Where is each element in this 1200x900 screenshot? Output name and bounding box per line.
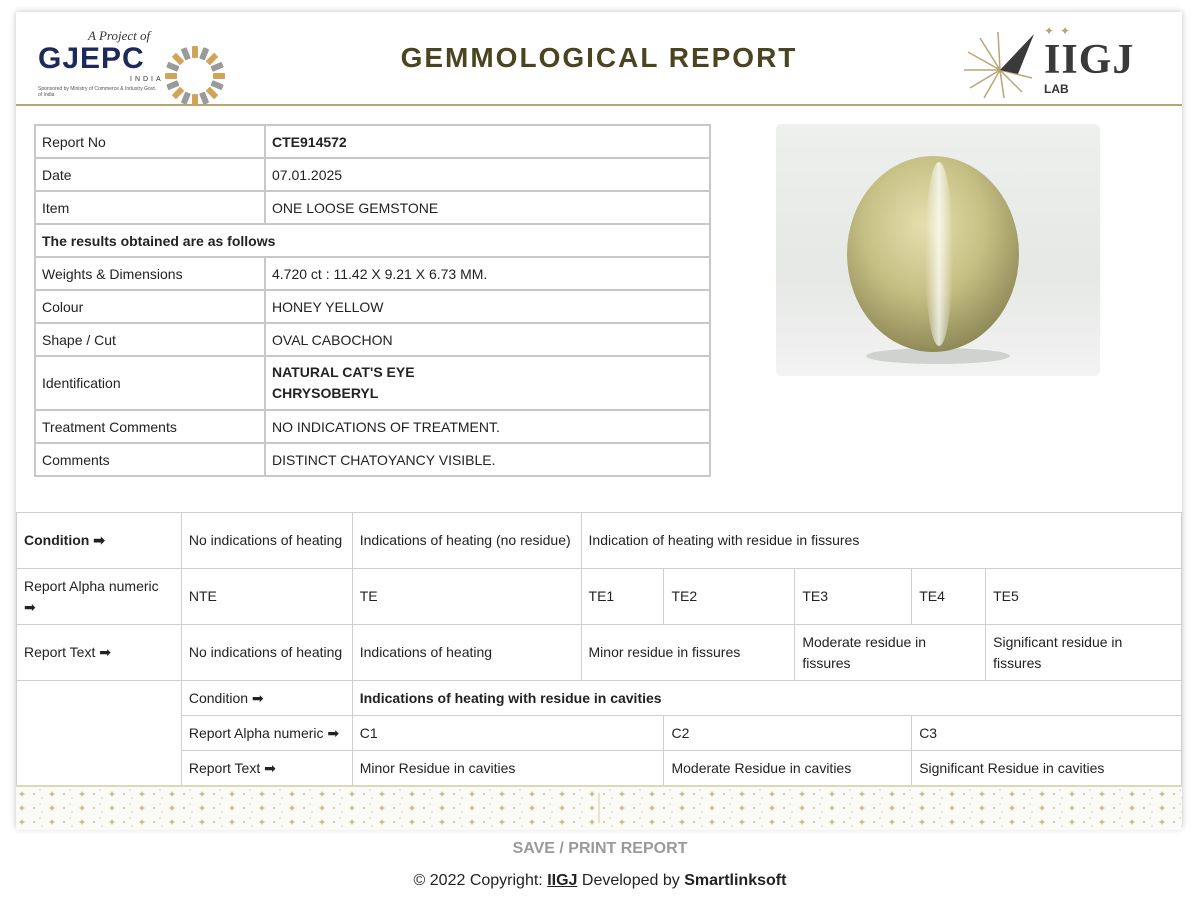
table-row [35, 191, 710, 224]
copyright-footer [0, 872, 1200, 890]
report-header [16, 12, 1182, 106]
table-row [35, 158, 710, 191]
iigj-lab-text: LAB [1044, 82, 1069, 96]
gemstone-image [776, 124, 1100, 376]
shape-label: Shape / Cut [35, 323, 265, 356]
text-cell: No indications of heating [181, 625, 352, 681]
report-no-label: Report No [35, 125, 265, 158]
table-row [35, 290, 710, 323]
page-title: GEMMOLOGICAL REPORT [400, 42, 798, 73]
table-row [17, 751, 1182, 786]
cav-condition-label: Condition ➡ [181, 681, 352, 716]
starburst-icon [960, 30, 1040, 100]
table-row [17, 625, 1182, 681]
iigj-link[interactable]: IIGJ [547, 872, 578, 889]
iigj-logo [960, 22, 1160, 98]
table-row [17, 513, 1182, 569]
developed-by-text: Developed by [581, 872, 680, 889]
identification-value [265, 356, 710, 410]
heating-fissures-header: Indication of heating with residue in fissures [581, 513, 1181, 569]
item-label: Item [35, 191, 265, 224]
date-label: Date [35, 158, 265, 191]
sparkle-pattern-icon [16, 787, 1182, 828]
report-info-table [34, 124, 711, 477]
no-heating-header: No indications of heating [181, 513, 352, 569]
code-cell: NTE [181, 569, 352, 625]
item-value: ONE LOOSE GEMSTONE [265, 191, 710, 224]
colour-value: HONEY YELLOW [265, 290, 710, 323]
table-row [35, 224, 710, 257]
code-cell: TE1 [581, 569, 664, 625]
cav-code-cell: C3 [912, 716, 1182, 751]
empty-cell [17, 681, 182, 786]
heating-no-residue-header: Indications of heating (no residue) [352, 513, 581, 569]
gjepc-name: GJEPC [38, 42, 145, 75]
text-cell: Minor residue in fissures [581, 625, 795, 681]
identification-line-1: NATURAL CAT'S EYE [272, 364, 415, 380]
treatment-label: Treatment Comments [35, 410, 265, 443]
comments-label: Comments [35, 443, 265, 476]
report-no-value: CTE914572 [265, 125, 710, 158]
save-print-button[interactable]: SAVE / PRINT REPORT [512, 840, 688, 857]
text-cell: Moderate residue in fissures [795, 625, 986, 681]
shape-value: OVAL CABOCHON [265, 323, 710, 356]
cav-code-cell: C1 [352, 716, 664, 751]
table-row [17, 681, 1182, 716]
identification-line-2: CHRYSOBERYL [272, 385, 379, 401]
cav-text-label: Report Text ➡ [181, 751, 352, 786]
table-row [17, 716, 1182, 751]
date-value: 07.01.2025 [265, 158, 710, 191]
code-cell: TE4 [912, 569, 986, 625]
colour-label: Colour [35, 290, 265, 323]
cav-header: Indications of heating with residue in cavities [352, 681, 1181, 716]
table-row [35, 443, 710, 476]
text-label: Report Text ➡ [17, 625, 182, 681]
cav-text-cell: Moderate Residue in cavities [664, 751, 912, 786]
cav-code-cell: C2 [664, 716, 912, 751]
treatment-legend-table [16, 512, 1182, 786]
code-cell: TE3 [795, 569, 912, 625]
gjepc-project-text: A Project of [88, 28, 151, 43]
weights-value: 4.720 ct : 11.42 X 9.21 X 6.73 MM. [265, 257, 710, 290]
table-row [35, 125, 710, 158]
cav-text-cell: Minor Residue in cavities [352, 751, 664, 786]
treatment-value: NO INDICATIONS OF TREATMENT. [265, 410, 710, 443]
text-cell: Significant residue in fissures [986, 625, 1182, 681]
cav-alpha-label: Report Alpha numeric ➡ [181, 716, 352, 751]
weights-label: Weights & Dimensions [35, 257, 265, 290]
alpha-label: Report Alpha numeric ➡ [17, 569, 182, 625]
comments-value: DISTINCT CHATOYANCY VISIBLE. [265, 443, 710, 476]
iigj-stars-icon: ✦✦ [1044, 24, 1077, 38]
gemstone-photo [776, 124, 1100, 376]
code-cell: TE [352, 569, 581, 625]
copyright-text: © 2022 Copyright: [413, 872, 543, 889]
code-cell: TE5 [986, 569, 1182, 625]
gjepc-sponsor: Sponsored by Ministry of Commerce & Industry Govt. of India [38, 86, 157, 98]
cav-text-cell: Significant Residue in cavities [912, 751, 1182, 786]
identification-label: Identification [35, 356, 265, 410]
table-row [35, 356, 710, 410]
condition-label: Condition ➡ [17, 513, 182, 569]
code-cell: TE2 [664, 569, 795, 625]
report-card [16, 12, 1182, 828]
table-row [35, 323, 710, 356]
text-cell: Indications of heating [352, 625, 581, 681]
table-row [35, 410, 710, 443]
decorative-pattern [16, 785, 1182, 830]
developer-name: Smartlinksoft [684, 872, 787, 889]
results-heading: The results obtained are as follows [35, 224, 710, 257]
table-row [35, 257, 710, 290]
table-row [17, 569, 1182, 625]
gjepc-country: INDIA [130, 76, 164, 83]
iigj-name: IIGJ [1044, 37, 1135, 83]
